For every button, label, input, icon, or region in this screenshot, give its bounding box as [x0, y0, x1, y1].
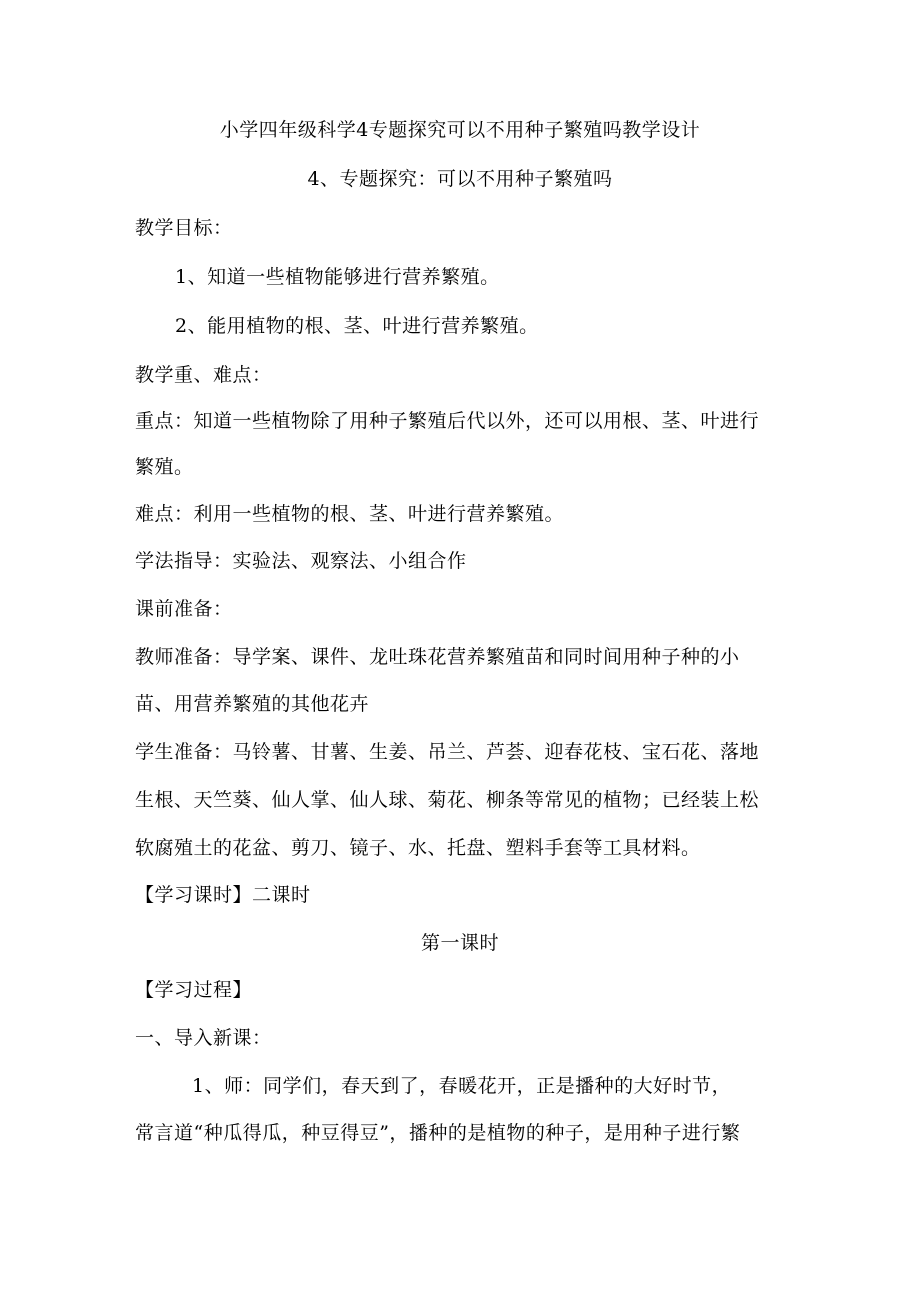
process-heading: 【学习过程】 [135, 979, 253, 1001]
key-point-text-cont: 繁殖。 [135, 456, 194, 478]
first-lesson-heading: 第一课时 [420, 932, 499, 954]
student-prep-text-cont-2: 软腐殖土的花盆、剪刀、镜子、水、托盘、塑料手套等工具材料。 [135, 837, 701, 859]
prep-heading: 课前准备： [135, 598, 233, 620]
teacher-prep-text-cont: 苗、用营养繁殖的其他花卉 [135, 693, 370, 715]
key-points-heading: 教学重、难点： [135, 364, 272, 386]
student-prep-text: 学生准备：马铃薯、甘薯、生姜、吊兰、芦荟、迎春花枝、宝石花、落地 [135, 741, 760, 763]
document-subtitle: 4、专题探究：可以不用种子繁殖吗 [307, 168, 613, 190]
document-title: 小学四年级科学4专题探究可以不用种子繁殖吗教学设计 [219, 119, 701, 141]
section-heading-intro: 一、导入新课： [135, 1027, 272, 1049]
paragraph-intro: 1、师：同学们，春天到了，春暖花开，正是播种的大好时节， [192, 1075, 732, 1097]
objectives-heading: 教学目标： [135, 217, 233, 239]
student-prep-text-cont-1: 生根、天竺葵、仙人掌、仙人球、菊花、柳条等常见的植物；已经装上松 [135, 789, 760, 811]
objective-item-2: 2、能用植物的根、茎、叶进行营养繁殖。 [175, 315, 539, 337]
method-text: 学法指导：实验法、观察法、小组合作 [135, 550, 467, 572]
difficulty-text: 难点：利用一些植物的根、茎、叶进行营养繁殖。 [135, 503, 565, 525]
teacher-prep-text: 教师准备：导学案、课件、龙吐珠花营养繁殖苗和同时间用种子种的小 [135, 646, 740, 668]
key-point-text: 重点：知道一些植物除了用种子繁殖后代以外，还可以用根、茎、叶进行 [135, 410, 760, 432]
paragraph-intro-cont: 常言道“种瓜得瓜，种豆得豆”，播种的是植物的种子，是用种子进行繁 [135, 1122, 741, 1144]
objective-item-1: 1、知道一些植物能够进行营养繁殖。 [175, 266, 500, 288]
class-hours-text: 【学习课时】二课时 [135, 884, 311, 906]
